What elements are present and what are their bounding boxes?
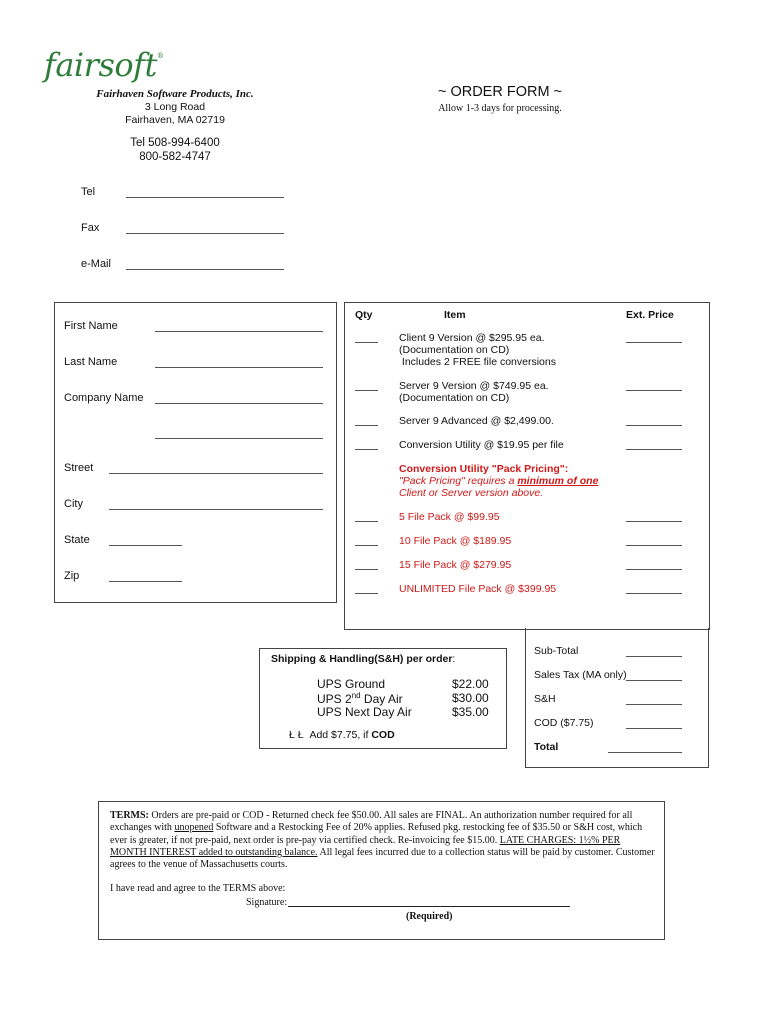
price-field-client[interactable] (626, 342, 682, 343)
pack-pricing-note (399, 463, 598, 499)
cod-label: COD ($7.75) (534, 717, 594, 729)
zip-label: Zip (64, 570, 80, 582)
qty-field-pack10[interactable] (355, 545, 378, 546)
customer-info-box (54, 302, 337, 603)
terms-part2: Software and a Restocking Fee of 20% applies. Refused pkg. restocking fee of $35.50 or S&H cost, which ever is greater, if not pre-paid, next order is pre-pay via certified check. Re-invoicing fee $15.00. (110, 822, 643, 846)
item-client-line1: Client 9 Version @ $295.95 ea. (399, 332, 545, 344)
city-field[interactable] (109, 509, 323, 510)
pack-minimum-text: minimum of one (517, 475, 599, 487)
sh-label: S&H (534, 693, 556, 705)
item-conversion: Conversion Utility @ $19.95 per file (399, 439, 564, 451)
sales-tax-label: Sales Tax (MA only) (534, 669, 627, 681)
shipping-2day-price: $30.00 (452, 691, 489, 705)
cod-bold: COD (371, 729, 395, 741)
company-city: Fairhaven, MA 02719 (125, 114, 225, 126)
terms-text (110, 810, 655, 871)
item-client-line2: (Documentation on CD) (399, 344, 510, 356)
processing-note: Allow 1-3 days for processing. (438, 103, 562, 114)
item-server-line2: (Documentation on CD) (399, 392, 510, 404)
price-field-advanced[interactable] (626, 425, 682, 426)
qty-field-client[interactable] (355, 342, 378, 343)
price-field-pack5[interactable] (626, 521, 682, 522)
qty-header: Qty (355, 309, 373, 321)
shipping-2day-pre: UPS 2 (317, 692, 352, 706)
company-tel: Tel 508-994-6400 (130, 137, 220, 149)
price-field-pack10[interactable] (626, 545, 682, 546)
signature-label: Signature: (246, 897, 288, 908)
sales-tax-field[interactable] (626, 680, 682, 681)
terms-late-charges: LATE CHARGES: 1½% PER MONTH INTEREST added to outstanding balance. (110, 834, 621, 858)
subtotal-label: Sub-Total (534, 645, 579, 657)
shipping-nextday-label: UPS Next Day Air (317, 705, 412, 719)
item-advanced: Server 9 Advanced @ $2,499.00. (399, 415, 554, 427)
city-label: City (64, 498, 83, 510)
company-street: 3 Long Road (144, 101, 206, 113)
item-server-line1: Server 9 Version @ $749.95 ea. (399, 380, 549, 392)
signature-field[interactable] (288, 906, 570, 907)
company-name-field-2[interactable] (155, 438, 323, 439)
fax-label: Fax (81, 222, 100, 234)
shipping-nextday-price: $35.00 (452, 705, 489, 719)
pack-pricing-requirement (399, 475, 598, 487)
company-name-label: Company Name (64, 392, 144, 404)
price-field-server[interactable] (626, 390, 682, 391)
qty-field-advanced[interactable] (355, 425, 378, 426)
company-address (80, 88, 270, 127)
shipping-2day-post: Day Air (360, 692, 403, 706)
state-field[interactable] (109, 545, 182, 546)
sh-field[interactable] (626, 704, 682, 705)
last-name-field[interactable] (155, 367, 323, 368)
price-field-unlimited[interactable] (626, 593, 682, 594)
first-name-label: First Name (64, 320, 118, 332)
cod-text: Add $7.75, if (309, 729, 372, 741)
email-field[interactable] (126, 269, 284, 270)
terms-part3: All legal fees incurred due to a collection status will be paid by customer. Customer agrees to the venue of Massachusetts courts. (110, 846, 655, 871)
state-label: State (64, 534, 90, 546)
street-label: Street (64, 462, 94, 474)
pack-pricing-heading: Conversion Utility "Pack Pricing": (399, 463, 569, 475)
subtotal-field[interactable] (626, 656, 682, 657)
shipping-title (271, 653, 455, 665)
company-name-field[interactable] (155, 403, 323, 404)
shipping-title-colon: : (452, 653, 456, 665)
item-client-line3: Includes 2 FREE file conversions (399, 356, 556, 368)
shipping-2day-label (317, 691, 403, 706)
form-title: ~ ORDER FORM ~ (437, 84, 563, 100)
fairsoft-logo (44, 46, 163, 84)
item-server (399, 380, 549, 404)
qty-field-unlimited[interactable] (355, 593, 378, 594)
zip-field[interactable] (109, 581, 182, 582)
company-phones (80, 136, 270, 164)
item-pack10: 10 File Pack @ $189.95 (399, 535, 512, 547)
company-name: Fairhaven Software Products, Inc. (96, 88, 254, 100)
terms-agree: I have read and agree to the TERMS above: (110, 883, 286, 894)
tel-field[interactable] (126, 197, 284, 198)
first-name-field[interactable] (155, 331, 323, 332)
signature-required: (Required) (406, 911, 453, 922)
street-field[interactable] (109, 473, 323, 474)
qty-field-conversion[interactable] (355, 449, 378, 450)
price-field-pack15[interactable] (626, 569, 682, 570)
terms-part1: Orders are pre-paid or COD - Returned check fee $50.00. All sales are FINAL. An authorization number required for all exchanges with (110, 810, 633, 834)
last-name-label: Last Name (64, 356, 118, 368)
total-label: Total (534, 741, 559, 753)
shipping-ground-label: UPS Ground (317, 677, 386, 691)
cod-marks: Ł Ł (289, 729, 304, 741)
shipping-ground-price: $22.00 (452, 677, 489, 691)
qty-field-pack5[interactable] (355, 521, 378, 522)
fax-field[interactable] (126, 233, 284, 234)
cod-field[interactable] (626, 728, 682, 729)
qty-field-server[interactable] (355, 390, 378, 391)
item-unlimited: UNLIMITED File Pack @ $399.95 (399, 583, 557, 595)
company-tollfree: 800-582-4747 (139, 151, 211, 163)
total-field[interactable] (608, 752, 682, 753)
item-client (399, 332, 556, 368)
item-header: Item (444, 309, 466, 321)
terms-unopened: unopened (174, 822, 214, 834)
price-field-conversion[interactable] (626, 449, 682, 450)
terms-label: TERMS: (110, 810, 149, 821)
registered-mark: ® (156, 52, 164, 60)
cod-note (289, 729, 395, 741)
pack-pricing-line3: Client or Server version above. (399, 487, 544, 499)
shipping-2day-sup: nd (351, 691, 361, 700)
shipping-title-text: Shipping & Handling(S&H) per order (271, 653, 453, 665)
item-pack15: 15 File Pack @ $279.95 (399, 559, 512, 571)
qty-field-pack15[interactable] (355, 569, 378, 570)
pack-requirement-text: "Pack Pricing" requires a (399, 475, 518, 487)
item-pack5: 5 File Pack @ $99.95 (399, 511, 500, 523)
tel-label: Tel (81, 186, 96, 198)
logo-text: fairsoft (44, 46, 157, 84)
email-label: e-Mail (81, 258, 111, 270)
price-header: Ext. Price (626, 309, 674, 321)
